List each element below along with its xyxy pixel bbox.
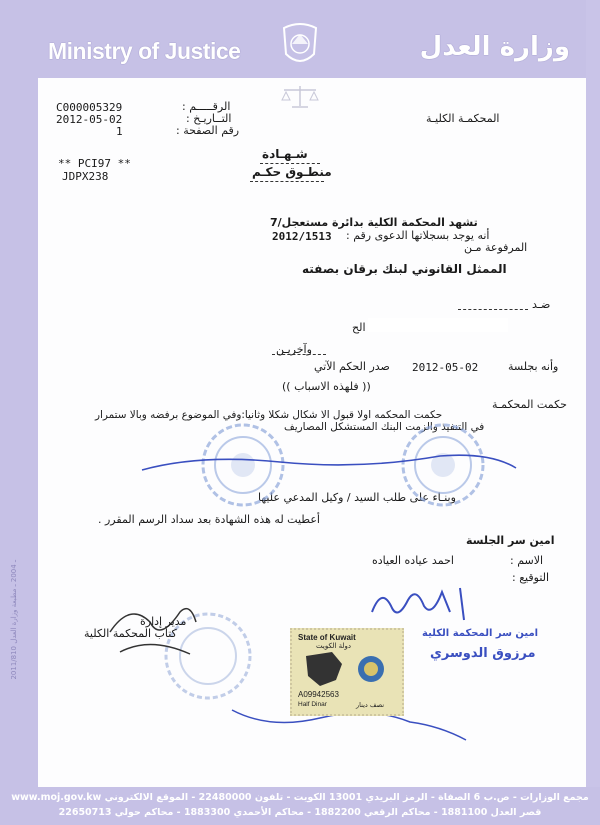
- title-underline: [260, 163, 320, 164]
- defendant-name: الح: [352, 321, 366, 334]
- ruling-line-2: في التنفيذ والزمت البنك المستشكل المصاريف: [284, 421, 485, 433]
- name-label: الاسم :: [510, 554, 544, 567]
- case-number-value: C000005329: [56, 101, 123, 114]
- signature-stroke-long: [140, 446, 520, 486]
- signoff-title-2: كتاب المحكمة الكلية: [84, 627, 177, 640]
- case-number-label: الرقـــــم :: [182, 100, 231, 113]
- ministry-title-en: Ministry of Justice: [48, 38, 241, 64]
- against-dashes: [458, 309, 528, 310]
- session-tail: صدر الحكم الآتي: [314, 360, 390, 373]
- page-number-value: 1: [116, 125, 123, 138]
- code-line: ** PCI97 **: [58, 157, 131, 170]
- plaintiff-name: الممثل القانوني لبنك برقان بصفته: [302, 262, 507, 276]
- footer-line-1: مجمع الوزارات - ص.ب 6 الصفاة - الرمز البريدي 13001 الكويت - تلفون 22480000 - الموقع الالكتروني www.moj.gov.kw: [11, 792, 589, 803]
- others-dashes: [272, 354, 326, 355]
- revenue-stamp: [290, 628, 404, 716]
- secretary-stamp: [422, 628, 539, 676]
- date-label: التــاريـخ :: [186, 112, 232, 125]
- stamp-emblem-icon: [356, 654, 386, 684]
- subtitle-underline: [250, 181, 324, 182]
- reasons-heading: (( فلهذه الاسباب )): [282, 380, 371, 393]
- court-name: المحكمـة الكليـة: [426, 112, 500, 125]
- case-line: أنه يوجد بسجلاتها الدعوى رقم :: [346, 229, 490, 242]
- stamp-denomination-en: Half Dinar: [298, 701, 327, 708]
- ministry-title-ar: وزارة العدل: [419, 32, 570, 62]
- secretary-stamp-name: مرزوق الدوسري: [430, 646, 536, 661]
- session-label: وأنه بجلسة: [508, 360, 559, 373]
- stamp-country-en: State of Kuwait: [298, 633, 356, 642]
- request-line: وبنـاء على طلب السيد / وكيل المدعي عليها: [258, 491, 456, 504]
- session-date: 2012-05-02: [412, 361, 479, 374]
- document-subtitle: منطـوق حكـم: [252, 165, 332, 179]
- name-value: احمد عياده العياده: [372, 554, 454, 567]
- stamp-country-ar: دولة الكويت: [316, 642, 351, 650]
- others-label: وآخريـن: [276, 343, 312, 356]
- secretary-heading: امين سر الجلسة: [466, 534, 555, 547]
- secretary-stamp-title: امين سر المحكمة الكلية: [422, 628, 539, 639]
- ruling-line-1: حكمت المحكمه اولا قبول الا شكال شكلا وثانيا:وفي الموضوع برفضه وبالا ستمرار: [95, 409, 443, 421]
- page-number-label: رقم الصفحة :: [176, 124, 240, 137]
- kuwait-emblem-icon: [278, 20, 322, 70]
- date-value: 2012-05-02: [56, 113, 123, 126]
- reference-code: JDPX238: [62, 170, 109, 183]
- filed-by: المرفوعة مـن: [464, 241, 528, 254]
- letterhead-band-left: [0, 0, 38, 825]
- signature-label: التوقيع :: [512, 571, 550, 584]
- ruled-heading: حكمت المحكمـة: [492, 398, 567, 411]
- stamp-denomination-ar: نصف دينار: [356, 701, 385, 709]
- signoff-title-1: مدير إدارة: [140, 615, 187, 628]
- redaction-defendant: [368, 318, 508, 332]
- issued-line: أعطيت له هذه الشهادة بعد سداد الرسم المقرر .: [98, 513, 320, 526]
- printer-side-note: 2011/810 ـ 2004 ـ مطبعة وزارة العدل: [10, 560, 18, 680]
- stamp-serial: A09942563: [298, 690, 339, 699]
- signature-handwritten: [368, 582, 478, 624]
- case-number: 2012/1513: [272, 230, 332, 243]
- letterhead-band-right: [586, 0, 600, 825]
- intro-line: تشهد المحكمة الكلية بدائرة مستعجل/7: [270, 216, 478, 229]
- footer-line-2: قصر العدل 1881100 - محاكم الرقعي 1882200 - محاكم الأحمدي 1883300 - محاكم حولي 22650713: [58, 807, 542, 818]
- scales-watermark-icon: [280, 84, 320, 110]
- kuwait-map-icon: [302, 650, 346, 688]
- document-title: شـهـادة: [262, 147, 308, 161]
- against-label: ضـد: [532, 298, 551, 311]
